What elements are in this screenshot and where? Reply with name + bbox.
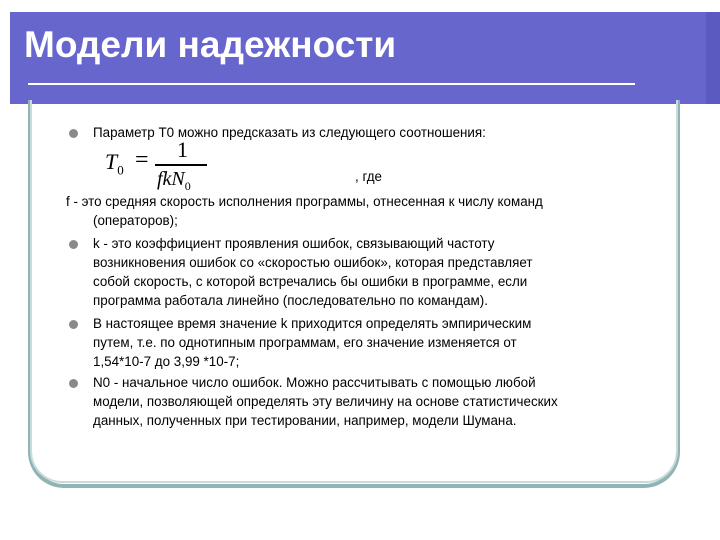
- k-definition-line: программа работала линейно (последовательно по командам).: [93, 293, 488, 308]
- formula-numerator: 1: [177, 137, 188, 162]
- bullet-dot: [69, 379, 78, 388]
- f-definition-line1: f - это средняя скорость исполнения программы, отнесенная к числу команд: [66, 194, 543, 209]
- formula-t0: [105, 137, 215, 197]
- intro-text: Параметр Т0 можно предсказать из следующего соотношения:: [93, 125, 486, 140]
- bullet-dot: [69, 320, 78, 329]
- k-empirical: [93, 314, 531, 371]
- where-text: , где: [355, 169, 382, 184]
- title-underline: [28, 83, 635, 85]
- k-empirical-line: путем, т.е. по однотипным программам, его значение изменяется от: [93, 335, 517, 350]
- n0-definition-line: модели, позволяющей определять эту величину на основе статистических: [93, 394, 558, 409]
- n0-definition-line: данных, полученных при тестировании, например, модели Шумана.: [93, 413, 517, 428]
- formula-equals: =: [135, 147, 149, 173]
- k-definition-line: возникновения ошибок со «скоростью ошибок», которая представляет: [93, 255, 533, 270]
- bullet-dot: [69, 129, 78, 138]
- bullet-dot: [69, 240, 78, 249]
- k-empirical-line: 1,54*10-7 до 3,99 *10-7;: [93, 354, 240, 369]
- slide-title: Модели надежности: [24, 24, 397, 65]
- n0-definition-line: N0 - начальное число ошибок. Можно рассчитывать с помощью любой: [93, 375, 536, 390]
- k-definition: [93, 234, 532, 310]
- formula-fraction-bar: [155, 164, 207, 166]
- f-definition-line2: (операторов);: [93, 213, 178, 228]
- k-empirical-line: В настоящее время значение k приходится определять эмпирическим: [93, 316, 532, 331]
- formula-denominator: fkN$_0$: [157, 168, 191, 193]
- formula-lhs: $T_0$: [105, 149, 124, 178]
- n0-definition: [93, 373, 558, 430]
- k-definition-line: собой скорость, с которой встречались бы ошибки в программе, если: [93, 274, 528, 289]
- k-definition-line: k - это коэффициент проявления ошибок, связывающий частоту: [93, 236, 495, 251]
